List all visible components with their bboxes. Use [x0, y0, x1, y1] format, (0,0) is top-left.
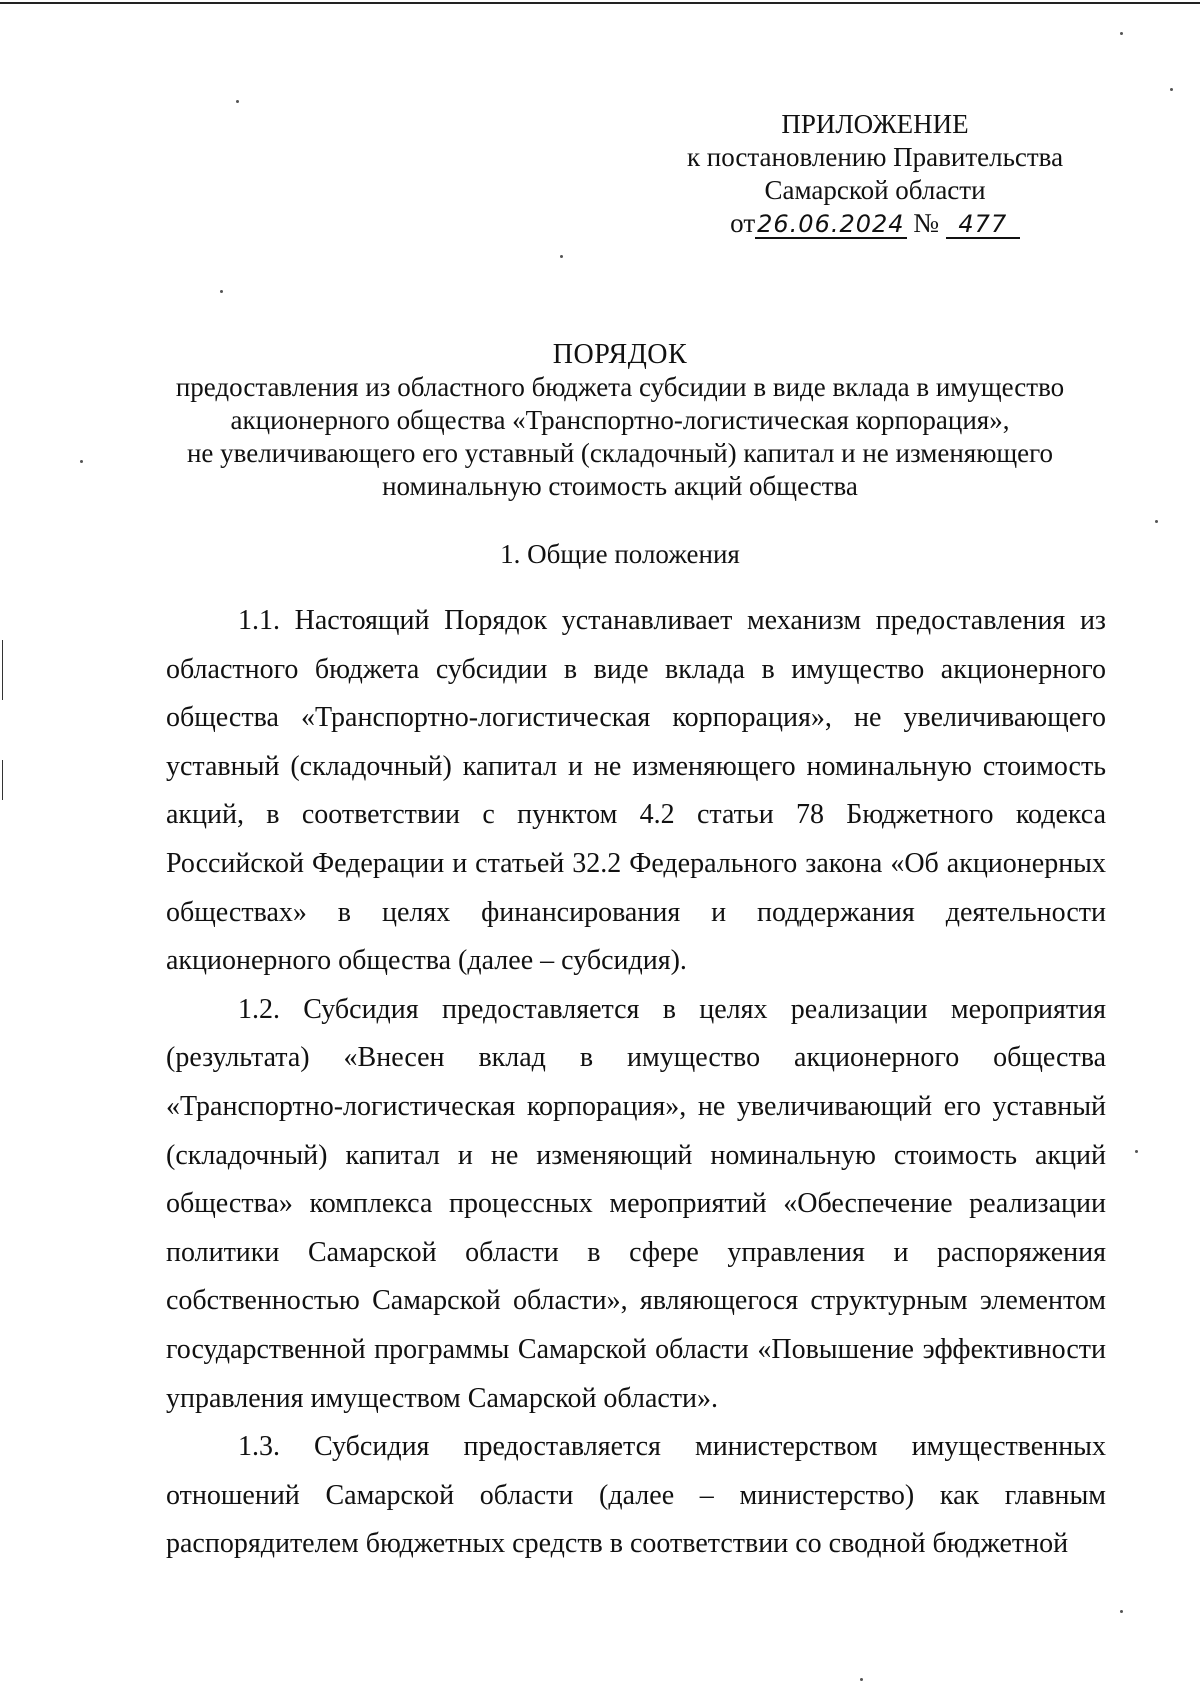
- title-subline: номинальную стоимость акций общества: [382, 471, 858, 501]
- scan-speck: [560, 255, 563, 258]
- scan-speck: [80, 460, 83, 463]
- scan-edge-mark: [2, 760, 3, 800]
- appendix-line-region: Самарской области: [764, 175, 986, 205]
- document-title-block: [120, 338, 1120, 503]
- scan-speck: [236, 100, 239, 103]
- paragraph-1-2: 1.2. Субсидия предоставляется в целях реализации мероприятия (результата) «Внесен вклад в имущество акционерного общества «Транспортно-логистическая корпорация», не увеличивающий его уставный (складочный) капитал и не изменяющий номинальную стоимость акций общества» комплекса процессных мероприятий «Обеспечение реализации политики Самарской области в сфере управления и распоряжения собственностью Самарской области», являющегося структурным элементом государственной программы Самарской области «Повышение эффективности управления имуществом Самарской области».: [166, 993, 1106, 1414]
- number-prefix: №: [913, 208, 940, 238]
- scan-edge-mark: [2, 640, 3, 700]
- date-number-line: [660, 207, 1090, 240]
- date-number-field: [730, 207, 1020, 240]
- scan-speck: [220, 290, 223, 293]
- document-title: ПОРЯДОК: [552, 339, 688, 370]
- appendix-title: ПРИЛОЖЕНИЕ: [781, 109, 969, 139]
- handwritten-date: 26.06.2024: [757, 210, 905, 238]
- date-prefix: от: [730, 208, 756, 238]
- appendix-header: [660, 108, 1090, 240]
- handwritten-number: 477: [946, 211, 1020, 239]
- title-subline: акционерного общества «Транспортно-логистическая корпорация»,: [230, 405, 1010, 435]
- scan-speck: [860, 1678, 863, 1681]
- section-heading: 1. Общие положения: [500, 539, 740, 569]
- top-border-line: [0, 2, 1200, 4]
- paragraph-1-1: 1.1. Настоящий Порядок устанавливает механизм предоставления из областного бюджета субсидии в виде вклада в имущество акционерного общества «Транспортно-логистическая корпорация», не увеличивающего уставный (складочный) капитал и не изменяющего номинальную стоимость акций, в соответствии с пунктом 4.2 статьи 78 Бюджетного кодекса Российской Федерации и статьей 32.2 Федерального закона «Об акционерных обществах» в целях финансирования и поддержания деятельности акционерного общества (далее – субсидия).: [166, 605, 1106, 977]
- scan-speck: [1120, 32, 1123, 35]
- title-subline: не увеличивающего его уставный (складочный) капитал и не изменяющего: [186, 438, 1054, 468]
- scan-speck: [1170, 88, 1173, 91]
- appendix-line-resolution: к постановлению Правительства: [686, 142, 1064, 172]
- scan-speck: [1155, 520, 1158, 523]
- paragraph-1-3: 1.3. Субсидия предоставляется министерством имущественных отношений Самарской области (далее – министерство) как главным распорядителем бюджетных средств в соответствии со сводной бюджетной: [166, 1431, 1106, 1560]
- scan-speck: [1120, 1610, 1123, 1613]
- body-text: [166, 597, 1106, 1569]
- title-subline: предоставления из областного бюджета субсидии в виде вклада в имущество: [175, 372, 1065, 402]
- scan-speck: [1135, 1150, 1138, 1153]
